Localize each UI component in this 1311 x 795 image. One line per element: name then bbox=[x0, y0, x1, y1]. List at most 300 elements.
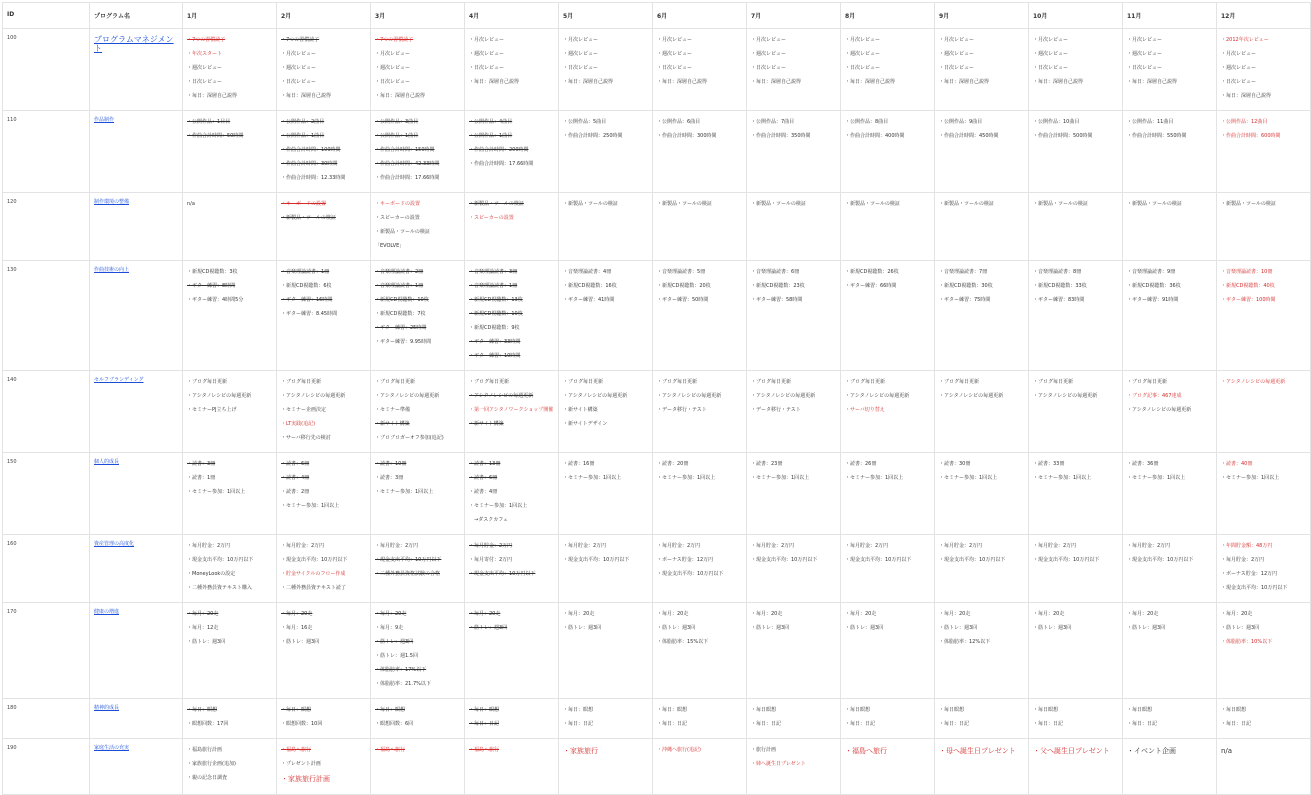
goal-item: ・現金支出平均：10万円以下 bbox=[375, 557, 442, 563]
goal-item: ・週次レビュー bbox=[281, 65, 317, 71]
month-cell bbox=[371, 535, 465, 603]
goal-item: ・毎日：深層自己説得 bbox=[1127, 79, 1178, 85]
goal-item: ・作曲合計時間：30時間 bbox=[281, 161, 338, 167]
goal-item: ・作曲合計時間：42.33時間 bbox=[375, 161, 440, 167]
month-cell bbox=[935, 371, 1029, 453]
goal-item: ・新規CD視聴数：6枚 bbox=[281, 283, 332, 289]
program-name-cell bbox=[90, 371, 183, 453]
goal-item: ・日次レビュー bbox=[845, 65, 881, 71]
goal-item: ・月次レビュー bbox=[751, 37, 787, 43]
goal-item: ・週次レビュー bbox=[939, 51, 975, 57]
goal-item: ・毎日：日記 bbox=[1127, 721, 1158, 727]
goal-item: ・週次レビュー bbox=[657, 51, 693, 57]
goal-item: ・作曲合計時間：500時間 bbox=[1033, 133, 1093, 139]
goal-item: ・セミナー参加：1回以上 bbox=[657, 475, 716, 481]
program-name-link[interactable]: 精神的成長 bbox=[94, 705, 120, 711]
goal-item: ・セミナー参加：1回以上 bbox=[187, 489, 246, 495]
goal-item: ・旅行計画 bbox=[751, 747, 777, 753]
column-header: 1月 bbox=[183, 3, 277, 29]
goal-item: ・筋トレ：週3回 bbox=[375, 639, 414, 645]
goal-item: ・読書：36冊 bbox=[1127, 461, 1159, 467]
goal-item: ・筋トレ：週3回 bbox=[845, 625, 884, 631]
goal-item: ・新規CD視聴数：33枚 bbox=[1033, 283, 1087, 289]
goal-item: ・毎日瞑想 bbox=[1221, 707, 1247, 713]
month-cell bbox=[559, 699, 653, 739]
goal-item: ・ギター練習：100時間 bbox=[1221, 297, 1276, 303]
goal-item: ・月次レビュー bbox=[469, 37, 505, 43]
goal-item: ・毎日：深層自己説得 bbox=[563, 79, 614, 85]
month-cell bbox=[465, 371, 559, 453]
month-cell bbox=[841, 29, 935, 111]
goal-item: ・筋トレ：週3回 bbox=[1221, 625, 1260, 631]
goal-item: ・ブログ毎日更新 bbox=[657, 379, 698, 385]
goal-item: ・ギター練習：91時間 bbox=[1127, 297, 1179, 303]
goal-item: ・年間貯金額：48万円 bbox=[1221, 543, 1273, 549]
month-cell bbox=[277, 29, 371, 111]
month-cell bbox=[653, 739, 747, 795]
goal-item: ・福島へ旅行 bbox=[469, 747, 500, 753]
goal-item: ・アシタノレシピの毎週更新 bbox=[1127, 407, 1192, 413]
goal-item: ・音楽理論読書：7冊 bbox=[939, 269, 988, 275]
goal-item: ・体脂肪率：10%以下 bbox=[1221, 639, 1273, 645]
month-cell bbox=[841, 699, 935, 739]
goal-item: ・新製品・ツールの検証 bbox=[469, 201, 524, 207]
goal-item: ・ブログ毎日更新 bbox=[939, 379, 980, 385]
goal-item: ・ギター練習：10時間 bbox=[469, 353, 521, 359]
table-row bbox=[3, 453, 1311, 535]
goal-item: ・日次レビュー bbox=[563, 65, 599, 71]
goal-item: ・新サイト構築 bbox=[469, 421, 504, 427]
month-cell bbox=[277, 193, 371, 261]
goal-item: ・公開作品：4曲目 bbox=[469, 119, 513, 125]
goal-item: ・新サイトデザイン bbox=[563, 421, 608, 427]
goal-item: ・筋トレ：週3回 bbox=[563, 625, 602, 631]
goal-item: ・ブログ毎日更新 bbox=[1127, 379, 1168, 385]
month-cell bbox=[1123, 111, 1217, 193]
program-name-cell bbox=[90, 739, 183, 795]
goal-item: ・ギター練習：8時間 bbox=[187, 283, 236, 289]
goal-item: ・読書：4冊 bbox=[281, 475, 310, 481]
goal-item: ・日次レビュー bbox=[1221, 79, 1257, 85]
goal-item: ・毎月寄付：2万円 bbox=[469, 557, 513, 563]
month-cell bbox=[1217, 699, 1311, 739]
goal-item: ・作曲合計時間：50時間 bbox=[187, 133, 244, 139]
goal-item: ・サーバ切り替え bbox=[845, 407, 885, 413]
month-cell bbox=[465, 739, 559, 795]
goal-item: ・週次レビュー bbox=[751, 51, 787, 57]
month-cell bbox=[841, 535, 935, 603]
goal-item: ・月次レビュー bbox=[1033, 37, 1069, 43]
goal-item: ・作曲合計時間：200時間 bbox=[469, 147, 529, 153]
program-name-link[interactable]: 健康の増進 bbox=[94, 609, 120, 615]
month-cell bbox=[747, 603, 841, 699]
goal-item: ・新製品・ツールの検証 bbox=[563, 201, 618, 207]
goal-item: ・毎月：20走 bbox=[1221, 611, 1253, 617]
month-cell bbox=[841, 111, 935, 193]
month-cell bbox=[371, 371, 465, 453]
month-cell bbox=[841, 603, 935, 699]
goal-item: ・日次レビュー bbox=[751, 65, 787, 71]
month-cell bbox=[183, 261, 277, 371]
row-id: 150 bbox=[3, 453, 90, 535]
month-cell bbox=[653, 535, 747, 603]
goal-item: ・読書：20冊 bbox=[657, 461, 689, 467]
month-cell bbox=[1029, 699, 1123, 739]
month-cell bbox=[935, 603, 1029, 699]
goal-item: ・月次レビュー bbox=[281, 51, 317, 57]
goal-item: n/a bbox=[187, 201, 195, 207]
program-name-link[interactable]: 家庭生活の充実 bbox=[94, 745, 130, 751]
goal-item: ・毎日：深層自己説得 bbox=[751, 79, 802, 85]
goal-item: ・日次レビュー bbox=[469, 65, 505, 71]
month-cell bbox=[747, 29, 841, 111]
goal-item: ・アシタノレシピの毎週更新 bbox=[1221, 379, 1286, 385]
month-cell bbox=[747, 111, 841, 193]
month-cell bbox=[747, 699, 841, 739]
month-cell bbox=[371, 193, 465, 261]
month-cell bbox=[1029, 453, 1123, 535]
month-cell bbox=[559, 535, 653, 603]
goal-item: ・アシタノレシピの毎週更新 bbox=[187, 393, 252, 399]
row-id: 120 bbox=[3, 193, 90, 261]
goal-item: ・ギター練習：75時間 bbox=[939, 297, 991, 303]
goal-item: ・公開作品：8曲目 bbox=[845, 119, 889, 125]
month-cell bbox=[559, 261, 653, 371]
month-cell bbox=[371, 739, 465, 795]
goal-item: ・毎月貯金：2万円 bbox=[375, 543, 419, 549]
goal-item: ・週次レビュー bbox=[563, 51, 599, 57]
goal-item: ・ギター練習：58時間 bbox=[751, 297, 803, 303]
goal-item: ・月次レビュー bbox=[845, 37, 881, 43]
month-cell bbox=[841, 261, 935, 371]
goal-item: →ダスクカフェ bbox=[469, 517, 508, 523]
program-name-link[interactable]: 個人的成長 bbox=[94, 459, 120, 465]
goal-item: ・月次レビュー bbox=[375, 51, 411, 57]
month-cell bbox=[1217, 29, 1311, 111]
goal-item: ・新製品・ツールの検証 bbox=[281, 215, 336, 221]
goal-item: ・日次レビュー bbox=[939, 65, 975, 71]
program-name-link[interactable]: 作曲技術の向上 bbox=[94, 267, 130, 273]
goal-item: ・音楽理論読書：1冊 bbox=[375, 283, 424, 289]
goal-item: ・公開作品：1曲目 bbox=[281, 133, 325, 139]
goal-item: ・筋トレ：週3回 bbox=[281, 639, 320, 645]
program-name-link[interactable]: 資産管理の高度化 bbox=[94, 541, 135, 547]
month-cell bbox=[1029, 739, 1123, 795]
goal-item: ・音楽理論読書：2冊 bbox=[375, 269, 424, 275]
goal-item: ・毎月：20走 bbox=[751, 611, 783, 617]
goal-item: ・毎月：20走 bbox=[563, 611, 595, 617]
goal-item: ・読書：6冊 bbox=[469, 475, 498, 481]
goal-item: ・読書：16冊 bbox=[563, 461, 595, 467]
month-cell bbox=[1217, 603, 1311, 699]
goal-item: ・毎月貯金：2万円 bbox=[187, 543, 231, 549]
goal-item: ・毎月：20走 bbox=[187, 611, 219, 617]
goal-item: ・毎月貯金：2万円 bbox=[939, 543, 983, 549]
goal-item: ・家族旅行計画 bbox=[281, 775, 330, 783]
goal-item: ・音楽理論読書：3冊 bbox=[469, 269, 518, 275]
goal-item: ・毎月貯金：2万円 bbox=[845, 543, 889, 549]
goal-item: ・読書：3冊 bbox=[187, 461, 216, 467]
row-id: 130 bbox=[3, 261, 90, 371]
goal-item: ・月次レビュー bbox=[1127, 37, 1163, 43]
goal-item: ・読書：10冊 bbox=[375, 461, 407, 467]
goal-item: ・読書：26冊 bbox=[845, 461, 877, 467]
month-cell bbox=[559, 739, 653, 795]
month-cell bbox=[277, 371, 371, 453]
goal-item: ・読書：33冊 bbox=[1033, 461, 1065, 467]
month-cell bbox=[371, 699, 465, 739]
goal-item: ・毎月：20走 bbox=[281, 611, 313, 617]
month-cell bbox=[183, 453, 277, 535]
goal-item: ・毎月：16走 bbox=[281, 625, 313, 631]
month-cell bbox=[277, 603, 371, 699]
goal-item: ・福島へ旅行 bbox=[281, 747, 312, 753]
goal-item: ・瞑想回数：10回 bbox=[281, 721, 323, 727]
month-cell bbox=[559, 453, 653, 535]
row-id: 180 bbox=[3, 699, 90, 739]
goal-item: ・新サイト構築 bbox=[563, 407, 598, 413]
goal-item: ・セミナー参加：1回以上 bbox=[1221, 475, 1280, 481]
month-cell bbox=[935, 29, 1029, 111]
goal-item: ・瞑想回数：6回 bbox=[375, 721, 414, 727]
month-cell bbox=[465, 603, 559, 699]
goal-item: ・作曲合計時間：17.66時間 bbox=[469, 161, 534, 167]
goal-item: ・毎日：深層自己説得 bbox=[939, 79, 990, 85]
goal-item: ・毎日：瞑想 bbox=[187, 707, 218, 713]
goal-item: ・ブログ毎日更新 bbox=[187, 379, 228, 385]
goal-item: ・日次レビュー bbox=[187, 79, 223, 85]
goal-item: ・ボーナス貯金：12万円 bbox=[1221, 571, 1278, 577]
goal-item: ・現金支出平均：10万円以下 bbox=[1221, 585, 1288, 591]
goal-item: ・毎日：深層自己説得 bbox=[1033, 79, 1084, 85]
goal-item: ・日次レビュー bbox=[281, 79, 317, 85]
program-name-link[interactable]: 作品制作 bbox=[94, 117, 115, 123]
goal-item: ・音楽理論読書：6冊 bbox=[751, 269, 800, 275]
column-header: ID bbox=[3, 3, 90, 29]
goal-item: ・筋トレ：週3回 bbox=[469, 625, 508, 631]
month-cell bbox=[935, 699, 1029, 739]
month-cell bbox=[1123, 371, 1217, 453]
header-row bbox=[3, 3, 1311, 29]
month-cell bbox=[1217, 261, 1311, 371]
goal-item: ・毎月：12走 bbox=[187, 625, 219, 631]
table-row bbox=[3, 699, 1311, 739]
goal-item: ・沖縄へ旅行(追記) bbox=[657, 747, 701, 753]
table-row bbox=[3, 603, 1311, 699]
goal-item: ・ブロブロガーオフ参加(追記) bbox=[375, 435, 444, 441]
program-name-cell bbox=[90, 261, 183, 371]
month-cell bbox=[1123, 603, 1217, 699]
goal-item: ・アシタノレシピの毎週更新 bbox=[751, 393, 816, 399]
goal-item: ・現金支出平均：10万円以下 bbox=[1127, 557, 1194, 563]
month-cell bbox=[935, 261, 1029, 371]
goal-item: ・アシタノレシピの毎週更新 bbox=[939, 393, 1004, 399]
goal-item: ・筋トレ：週3回 bbox=[939, 625, 978, 631]
month-cell bbox=[1123, 453, 1217, 535]
program-name-cell bbox=[90, 193, 183, 261]
month-cell bbox=[277, 111, 371, 193]
goal-item: ・毎日瞑想 bbox=[1127, 707, 1153, 713]
goal-item: ・新規CD視聴数：9枚 bbox=[469, 325, 520, 331]
goal-item: ・作曲合計時間：350時間 bbox=[751, 133, 811, 139]
month-cell bbox=[1123, 29, 1217, 111]
goal-item: ・新製品・ツールの検証 bbox=[1221, 201, 1276, 207]
goal-item: ・公開作品：1目目 bbox=[187, 119, 231, 125]
goal-item: ・毎月貯金：2万円 bbox=[1221, 557, 1265, 563]
goal-item: ・作曲合計時間：100時間 bbox=[281, 147, 341, 153]
goal-item: ・作曲合計時間：600時間 bbox=[1221, 133, 1281, 139]
month-cell bbox=[1029, 29, 1123, 111]
goal-item: ・ギター練習：50時間 bbox=[657, 297, 709, 303]
goal-item: ・ギター練習：25時間 bbox=[375, 325, 427, 331]
goal-item: ・音楽理論読書：4冊 bbox=[563, 269, 612, 275]
goal-item: ・筋トレ：週3回 bbox=[1033, 625, 1072, 631]
goal-item: ・毎日：日記 bbox=[1033, 721, 1064, 727]
goal-item: ・公開作品：11曲目 bbox=[1127, 119, 1174, 125]
goal-item: ・毎日：深層自己説得 bbox=[187, 93, 238, 99]
goal-item: ・サーバ移行先の検討 bbox=[281, 435, 331, 441]
month-cell bbox=[559, 603, 653, 699]
goal-item: ・読書：3冊 bbox=[375, 475, 404, 481]
goal-item: ・ギター練習：8.45時間 bbox=[281, 311, 338, 317]
goal-item: ・アシタノレシピの毎週更新 bbox=[563, 393, 628, 399]
goal-item: ・作曲合計時間：550時間 bbox=[1127, 133, 1187, 139]
goal-item: ・毎月：20走 bbox=[939, 611, 971, 617]
goal-item: ・読書：1冊 bbox=[187, 475, 216, 481]
month-cell bbox=[183, 193, 277, 261]
goal-item: ・公開作品：1曲目 bbox=[375, 133, 419, 139]
goal-item: ・毎月貯金：2万円 bbox=[281, 543, 325, 549]
month-cell bbox=[559, 371, 653, 453]
month-cell bbox=[183, 603, 277, 699]
goal-item: ・毎月貯金：2万円 bbox=[563, 543, 607, 549]
goal-item: ・毎月貯金：2万円 bbox=[1033, 543, 1077, 549]
goal-item: ・ブログ記事：467達成 bbox=[1127, 393, 1182, 399]
goal-item: ・筋トレ：週1.5回 bbox=[375, 653, 418, 659]
column-header: 10月 bbox=[1029, 3, 1123, 29]
row-id: 140 bbox=[3, 371, 90, 453]
program-name-link[interactable]: セルフブランディング bbox=[94, 377, 144, 383]
goal-item: ・福島へ旅行 bbox=[375, 747, 406, 753]
month-cell bbox=[1123, 739, 1217, 795]
month-cell bbox=[465, 699, 559, 739]
goal-item: ・毎月：20走 bbox=[469, 611, 501, 617]
month-cell bbox=[1217, 739, 1311, 795]
goal-item: ・新サイト構築 bbox=[375, 421, 410, 427]
goal-item: ・父へ誕生日プレゼント bbox=[1033, 747, 1110, 755]
column-header: 2月 bbox=[277, 3, 371, 29]
program-name-cell bbox=[90, 29, 183, 111]
goal-item: ・作曲合計時間：250時間 bbox=[563, 133, 623, 139]
goal-item: ・現金支出平均：10万円以下 bbox=[563, 557, 630, 563]
month-cell bbox=[183, 29, 277, 111]
goal-item: ・新規CD視聴数：3枚 bbox=[187, 269, 238, 275]
goal-item: ・セミナー参加：1回以上 bbox=[845, 475, 904, 481]
column-header: 11月 bbox=[1123, 3, 1217, 29]
month-cell bbox=[935, 739, 1029, 795]
goal-item: ・月次レビュー bbox=[939, 37, 975, 43]
month-cell bbox=[465, 111, 559, 193]
program-name-link[interactable]: プログラムマネジメント bbox=[94, 35, 174, 53]
goal-item: ・日次レビュー bbox=[657, 65, 693, 71]
goal-item: ・ブログ毎日更新 bbox=[281, 379, 322, 385]
goal-item: ・アシタノレシピの毎週更新 bbox=[375, 393, 440, 399]
month-cell bbox=[277, 699, 371, 739]
goal-item: ・毎日：深層自己説得 bbox=[375, 93, 426, 99]
goal-item: ・毎日：日記 bbox=[563, 721, 594, 727]
goal-item: ・読書：30冊 bbox=[939, 461, 971, 467]
goal-item: ・毎日：深層自己説得 bbox=[845, 79, 896, 85]
month-cell bbox=[183, 111, 277, 193]
goal-item: ・読書：6冊 bbox=[281, 461, 310, 467]
goal-item: ・データ移行・テスト bbox=[751, 407, 801, 413]
goal-item: ・毎月貯金：2万円 bbox=[657, 543, 701, 549]
goal-item: ・現金支出平均：10万円以下 bbox=[1033, 557, 1100, 563]
month-cell bbox=[559, 111, 653, 193]
goal-item: ・LT実践(追記) bbox=[281, 421, 316, 427]
goal-item: ・家族旅行企画(追加) bbox=[187, 761, 236, 767]
table-body bbox=[3, 29, 1311, 795]
goal-item: ・セミナー参加：1回以上 bbox=[1033, 475, 1092, 481]
month-cell bbox=[841, 453, 935, 535]
month-cell bbox=[653, 453, 747, 535]
column-header: 6月 bbox=[653, 3, 747, 29]
goal-item: ・新規CD視聴数：36枚 bbox=[1127, 283, 1181, 289]
month-cell bbox=[1217, 371, 1311, 453]
goal-item: ・週次レビュー bbox=[1221, 65, 1257, 71]
table-row bbox=[3, 193, 1311, 261]
month-cell bbox=[465, 453, 559, 535]
goal-item: ・セミナー参加：1回以上 bbox=[469, 503, 528, 509]
goal-item: ・アシタノレシピの毎週更新 bbox=[281, 393, 346, 399]
goal-item: ・毎日：日記 bbox=[1221, 721, 1252, 727]
goal-item: ・新規CD視聴数：23枚 bbox=[751, 283, 805, 289]
goal-item: ・新製品・ツールの検証 bbox=[1033, 201, 1088, 207]
month-cell bbox=[841, 739, 935, 795]
goal-item: ・音楽理論読書：8冊 bbox=[1033, 269, 1082, 275]
goal-item: ・アシタノレシピの毎週更新 bbox=[1033, 393, 1098, 399]
goal-item: ・毎日瞑想 bbox=[751, 707, 777, 713]
goal-item: ・現金支出平均：10万円以下 bbox=[187, 557, 254, 563]
month-cell bbox=[371, 261, 465, 371]
table-row bbox=[3, 371, 1311, 453]
goal-item: ・毎月貯金：2万円 bbox=[751, 543, 795, 549]
goal-item: ・新規CD視聴数：10枚 bbox=[375, 297, 429, 303]
goal-item: ・ギター練習：33時間 bbox=[469, 339, 521, 345]
table-row bbox=[3, 535, 1311, 603]
column-header: 8月 bbox=[841, 3, 935, 29]
goal-item: ・週次レビュー bbox=[1033, 51, 1069, 57]
program-name-link[interactable]: 制作環境の整備 bbox=[94, 199, 130, 205]
goal-item: ・新製品・ツールの検証 bbox=[657, 201, 712, 207]
month-cell bbox=[1123, 535, 1217, 603]
goal-item: ・スピーカーの設置 bbox=[469, 215, 514, 221]
goal-item: ・ボーナス貯金：12万円 bbox=[657, 557, 714, 563]
month-cell bbox=[183, 699, 277, 739]
month-cell bbox=[1029, 603, 1123, 699]
month-cell bbox=[1123, 193, 1217, 261]
goal-item: ・作曲合計時間：450時間 bbox=[939, 133, 999, 139]
goal-item: ・セミナー参加：1回以上 bbox=[563, 475, 622, 481]
goal-item: ・毎日：日記 bbox=[751, 721, 782, 727]
month-cell bbox=[183, 739, 277, 795]
goal-item: ・毎日：瞑想 bbox=[281, 707, 312, 713]
goal-item: ・作曲合計時間：12.33時間 bbox=[281, 175, 346, 181]
goal-item: ・作曲合計時間：300時間 bbox=[657, 133, 717, 139]
goal-item: ・ギター練習：41時間 bbox=[563, 297, 615, 303]
goal-item: ・キーボードの設置 bbox=[375, 201, 421, 207]
goal-item: ・公開作品：7曲目 bbox=[751, 119, 795, 125]
